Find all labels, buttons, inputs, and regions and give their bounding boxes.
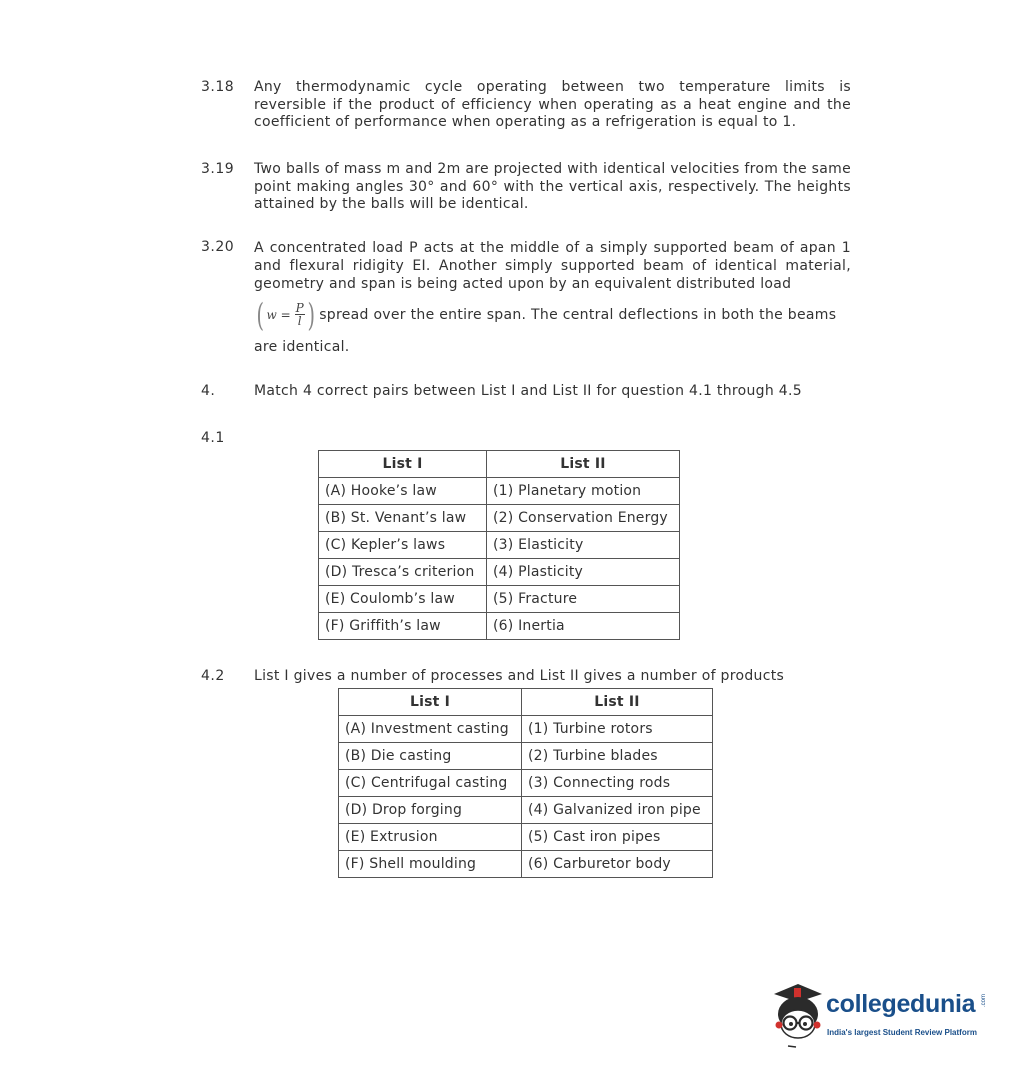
question-number: 4.2: [201, 668, 225, 684]
table-row: [319, 613, 680, 640]
question-4: [201, 383, 851, 401]
logo-tagline: India's largest Student Review Platform: [827, 1028, 977, 1037]
list-1-cell: (B) Die casting: [339, 743, 522, 770]
match-table-4-1: [318, 450, 680, 640]
list-2-cell: (3) Connecting rods: [522, 770, 713, 797]
formula-w: w =: [266, 308, 291, 322]
list-2-cell: (1) Planetary motion: [487, 478, 680, 505]
table-row: [339, 824, 713, 851]
collegedunia-logo[interactable]: [768, 980, 993, 1050]
fraction-denominator: l: [297, 314, 302, 328]
question-text: A concentrated load P acts at the middle of a simply supported beam of apan 1 and flexural ridigity EI. Another simply supported beam of identical material, geometry and span is being acted upon by an equivalent distributed load: [254, 240, 851, 292]
list-1-cell: (A) Investment casting: [339, 716, 522, 743]
logo-domain-suffix: .com: [981, 994, 987, 1008]
list-1-cell: (B) St. Venant’s law: [319, 505, 487, 532]
list-2-cell: (3) Elasticity: [487, 532, 680, 559]
header-list-2: List II: [487, 451, 680, 478]
table-row: [339, 770, 713, 797]
question-text: Two balls of mass m and 2m are projected with identical velocities from the same point making angles 30° and 60° with the vertical axis, respectively. The heights attained by the balls will be identical.: [254, 161, 851, 212]
question-text: List I gives a number of processes and List II gives a number of products: [254, 668, 785, 684]
question-3-20: [201, 239, 851, 357]
list-1-cell: (D) Drop forging: [339, 797, 522, 824]
list-1-cell: (D) Tresca’s criterion: [319, 559, 487, 586]
table-row: [339, 743, 713, 770]
list-1-cell: (E) Extrusion: [339, 824, 522, 851]
list-1-cell: (C) Kepler’s laws: [319, 532, 487, 559]
table-row: [319, 559, 680, 586]
list-2-cell: (6) Inertia: [487, 613, 680, 640]
list-2-cell: (4) Plasticity: [487, 559, 680, 586]
list-2-cell: (5) Fracture: [487, 586, 680, 613]
table-row: [339, 797, 713, 824]
list-1-cell: (F) Shell moulding: [339, 851, 522, 878]
distributed-load-formula: ( w = $\frac{P}{l}$ ): [256, 296, 315, 334]
question-text-end: are identical.: [254, 339, 350, 355]
question-3-19: [201, 161, 851, 214]
list-1-cell: (E) Coulomb’s law: [319, 586, 487, 613]
list-2-cell: (6) Carburetor body: [522, 851, 713, 878]
list-2-cell: (1) Turbine rotors: [522, 716, 713, 743]
mascot-icon: [768, 980, 828, 1050]
list-1-cell: (F) Griffith’s law: [319, 613, 487, 640]
question-text-continued: spread over the entire span. The central deflections in both the beams: [319, 307, 837, 323]
list-2-cell: (2) Conservation Energy: [487, 505, 680, 532]
table-row: [339, 851, 713, 878]
logo-wordmark: collegedunia: [826, 990, 976, 1018]
table-row: [319, 586, 680, 613]
table-header-row: [319, 451, 680, 478]
question-number: 3.19: [201, 161, 235, 177]
header-list-1: List I: [319, 451, 487, 478]
fraction-numerator: P: [295, 301, 304, 315]
fraction: [295, 302, 305, 328]
question-number: 4.1: [201, 430, 225, 446]
question-number: 3.20: [201, 239, 235, 255]
question-text: Match 4 correct pairs between List I and List II for question 4.1 through 4.5: [254, 383, 802, 399]
question-4-2: [201, 668, 851, 686]
question-number: 3.18: [201, 79, 235, 95]
list-1-cell: (C) Centrifugal casting: [339, 770, 522, 797]
table-row: [319, 532, 680, 559]
table-row: [339, 716, 713, 743]
list-2-cell: (4) Galvanized iron pipe: [522, 797, 713, 824]
list-1-cell: (A) Hooke’s law: [319, 478, 487, 505]
formula-line: [254, 297, 851, 333]
table-header-row: [339, 689, 713, 716]
header-list-1: List I: [339, 689, 522, 716]
list-2-cell: (5) Cast iron pipes: [522, 824, 713, 851]
table-row: [319, 478, 680, 505]
question-number: 4.: [201, 383, 216, 399]
table-row: [319, 505, 680, 532]
match-table-4-2: [338, 688, 713, 878]
question-3-18: [201, 79, 851, 132]
header-list-2: List II: [522, 689, 713, 716]
list-2-cell: (2) Turbine blades: [522, 743, 713, 770]
question-text: Any thermodynamic cycle operating between two temperature limits is reversible if the product of efficiency when operating as a heat engine and the coefficient of performance when operating as a refrigeration is equal to 1.: [254, 79, 851, 130]
